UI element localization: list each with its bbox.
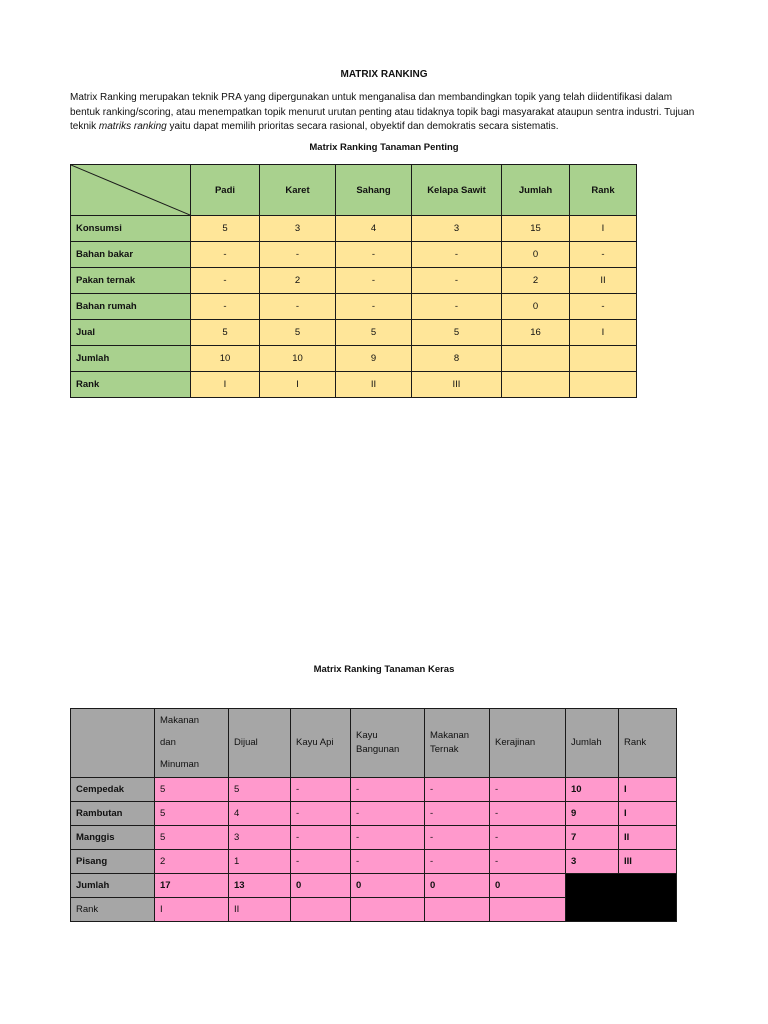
table1-cell: II: [570, 268, 637, 294]
header-line: Ternak: [430, 744, 459, 755]
table1-row: [71, 372, 637, 398]
table2-row: [71, 850, 677, 874]
table2-header-cell: Kerajinan: [490, 709, 566, 778]
table1-cell: 3: [412, 216, 502, 242]
table1-cell: 5: [260, 320, 336, 346]
table2-cell: 9: [566, 802, 619, 826]
table1-header-row: [71, 165, 637, 216]
table2-cell: 4: [229, 802, 291, 826]
table2-cell: 3: [229, 826, 291, 850]
table2-row-label: Cempedak: [71, 778, 155, 802]
table1-header-cell: Rank: [570, 165, 637, 216]
table2-row: [71, 778, 677, 802]
table2-cell: I: [619, 802, 677, 826]
table1-cell: 5: [191, 320, 260, 346]
table1-cell: 9: [336, 346, 412, 372]
table1-header-cell: Jumlah: [502, 165, 570, 216]
table1-cell: 2: [260, 268, 336, 294]
table1-cell: -: [570, 294, 637, 320]
table2-cell: -: [425, 802, 490, 826]
table2-cell: [351, 898, 425, 922]
table2-header-cell: Kayu Api: [291, 709, 351, 778]
table2-cell: 3: [566, 850, 619, 874]
table1-cell: I: [570, 320, 637, 346]
table2-black-block: [566, 874, 677, 922]
intro-text-2: yaitu dapat memilih prioritas secara rasional, obyektif dan demokratis secara sistematis.: [166, 121, 559, 132]
table1-cell: [570, 372, 637, 398]
table2-cell: 5: [155, 778, 229, 802]
table2-cell: 7: [566, 826, 619, 850]
table1-cell: -: [412, 242, 502, 268]
table2-row: [71, 802, 677, 826]
table1-row-label: Jual: [71, 320, 191, 346]
table2-cell: -: [291, 850, 351, 874]
table1-cell: [502, 372, 570, 398]
table2-cell: -: [425, 850, 490, 874]
table2-cell: 0: [351, 874, 425, 898]
table1-cell: 16: [502, 320, 570, 346]
table1-cell: 5: [412, 320, 502, 346]
intro-paragraph: [70, 91, 698, 135]
table1-cell: [570, 346, 637, 372]
table2-cell: 5: [229, 778, 291, 802]
table1-cell: -: [260, 294, 336, 320]
table1-header-cell: Sahang: [336, 165, 412, 216]
table1-row: [71, 268, 637, 294]
table1-row-label: Rank: [71, 372, 191, 398]
table2-header-cell: Dijual: [229, 709, 291, 778]
table2-cell: -: [490, 850, 566, 874]
table2-caption: Matrix Ranking Tanaman Keras: [313, 664, 455, 675]
table1-cell: 4: [336, 216, 412, 242]
table1-row-label: Jumlah: [71, 346, 191, 372]
table2-header-cell: Rank: [619, 709, 677, 778]
intro-text-1: Matrix Ranking merupakan teknik PRA yang dipergunakan untuk menganalisa dan membandingkan topik yang telah diidentifikasi dalam bentuk ranking/scoring, atau menempatkan topik menurut urutan penting atau tidaknya topik bagi masyarakat ataupun sentra industri. Tujuan teknik: [70, 92, 695, 132]
table1-row-label: Konsumsi: [71, 216, 191, 242]
table1-cell: -: [336, 294, 412, 320]
header-line: dan: [160, 737, 176, 748]
table2-cell: -: [291, 778, 351, 802]
table2-cell: 0: [425, 874, 490, 898]
table1-cell: I: [191, 372, 260, 398]
table2-cell: 5: [155, 826, 229, 850]
table2-row: [71, 874, 677, 898]
table2-cell: 0: [291, 874, 351, 898]
table1-row-label: Bahan rumah: [71, 294, 191, 320]
table2-cell: -: [490, 778, 566, 802]
table1-cell: 0: [502, 294, 570, 320]
table2-corner-cell: [71, 709, 155, 778]
table-tanaman-keras: [70, 708, 677, 922]
table1-row: [71, 320, 637, 346]
table1-cell: -: [260, 242, 336, 268]
table2-row: [71, 826, 677, 850]
intro-italic: matriks ranking: [98, 121, 167, 132]
table1-cell: 10: [260, 346, 336, 372]
header-line: Kayu: [356, 730, 378, 741]
table1-cell: 5: [191, 216, 260, 242]
table1-cell: 8: [412, 346, 502, 372]
table2-cell: II: [619, 826, 677, 850]
table2-header-cell: [155, 709, 229, 778]
table1-cell: -: [191, 242, 260, 268]
table2-header-cell: Jumlah: [566, 709, 619, 778]
table1-cell: 5: [336, 320, 412, 346]
table2-cell: 10: [566, 778, 619, 802]
table1-cell: 10: [191, 346, 260, 372]
table1-cell: 15: [502, 216, 570, 242]
table2-row-label: Pisang: [71, 850, 155, 874]
table1-cell: 2: [502, 268, 570, 294]
table1-cell: III: [412, 372, 502, 398]
table-tanaman-penting: [70, 164, 637, 398]
table2-cell: III: [619, 850, 677, 874]
table2-cell: I: [619, 778, 677, 802]
table2-cell: -: [291, 802, 351, 826]
table2-cell: -: [490, 826, 566, 850]
table1-header-cell: Kelapa Sawit: [412, 165, 502, 216]
header-line: Makanan: [430, 730, 470, 741]
table1-caption: Matrix Ranking Tanaman Penting: [309, 142, 459, 153]
table2-cell: -: [351, 778, 425, 802]
table1-cell: -: [412, 294, 502, 320]
table2-row-label: Jumlah: [71, 874, 155, 898]
table2-cell: -: [425, 778, 490, 802]
table1-row-label: Pakan ternak: [71, 268, 191, 294]
table2-cell: -: [425, 826, 490, 850]
table1-corner-cell: [71, 165, 191, 216]
table2-cell: [490, 898, 566, 922]
table1-row: [71, 346, 637, 372]
table2-cell: 1: [229, 850, 291, 874]
table2-cell: 2: [155, 850, 229, 874]
table1-cell: -: [336, 242, 412, 268]
table1-row: [71, 294, 637, 320]
table2-cell: [291, 898, 351, 922]
table2-row-label: Manggis: [71, 826, 155, 850]
table1-cell: II: [336, 372, 412, 398]
table1-header-cell: Padi: [191, 165, 260, 216]
table2-cell: II: [229, 898, 291, 922]
table2-cell: -: [351, 850, 425, 874]
table2-header-cell: [425, 709, 490, 778]
table2-row-label: Rank: [71, 898, 155, 922]
table2-cell: -: [351, 802, 425, 826]
table1-cell: -: [191, 268, 260, 294]
table1-header-cell: Karet: [260, 165, 336, 216]
header-line: Minuman: [160, 759, 200, 770]
table2-cell: -: [490, 802, 566, 826]
table1-cell: -: [191, 294, 260, 320]
diagonal-line: [71, 165, 190, 215]
table2-cell: -: [291, 826, 351, 850]
table2-cell: -: [351, 826, 425, 850]
table1-cell: -: [336, 268, 412, 294]
table2-header-cell: [351, 709, 425, 778]
table2-cell: 5: [155, 802, 229, 826]
table2-cell: 17: [155, 874, 229, 898]
table1-cell: [502, 346, 570, 372]
header-line: Bangunan: [356, 744, 400, 755]
table2-cell: 0: [490, 874, 566, 898]
table1-cell: -: [570, 242, 637, 268]
table2-cell: [425, 898, 490, 922]
table1-cell: I: [260, 372, 336, 398]
table2-header-row: [71, 709, 677, 778]
table1-cell: I: [570, 216, 637, 242]
table1-row-label: Bahan bakar: [71, 242, 191, 268]
table2-cell: I: [155, 898, 229, 922]
table1-row: [71, 216, 637, 242]
table2-row-label: Rambutan: [71, 802, 155, 826]
table1-cell: -: [412, 268, 502, 294]
table1-row: [71, 242, 637, 268]
header-line: Makanan: [160, 715, 200, 726]
table1-cell: 0: [502, 242, 570, 268]
table1-cell: 3: [260, 216, 336, 242]
page-title: MATRIX RANKING: [340, 69, 428, 80]
table2-cell: 13: [229, 874, 291, 898]
